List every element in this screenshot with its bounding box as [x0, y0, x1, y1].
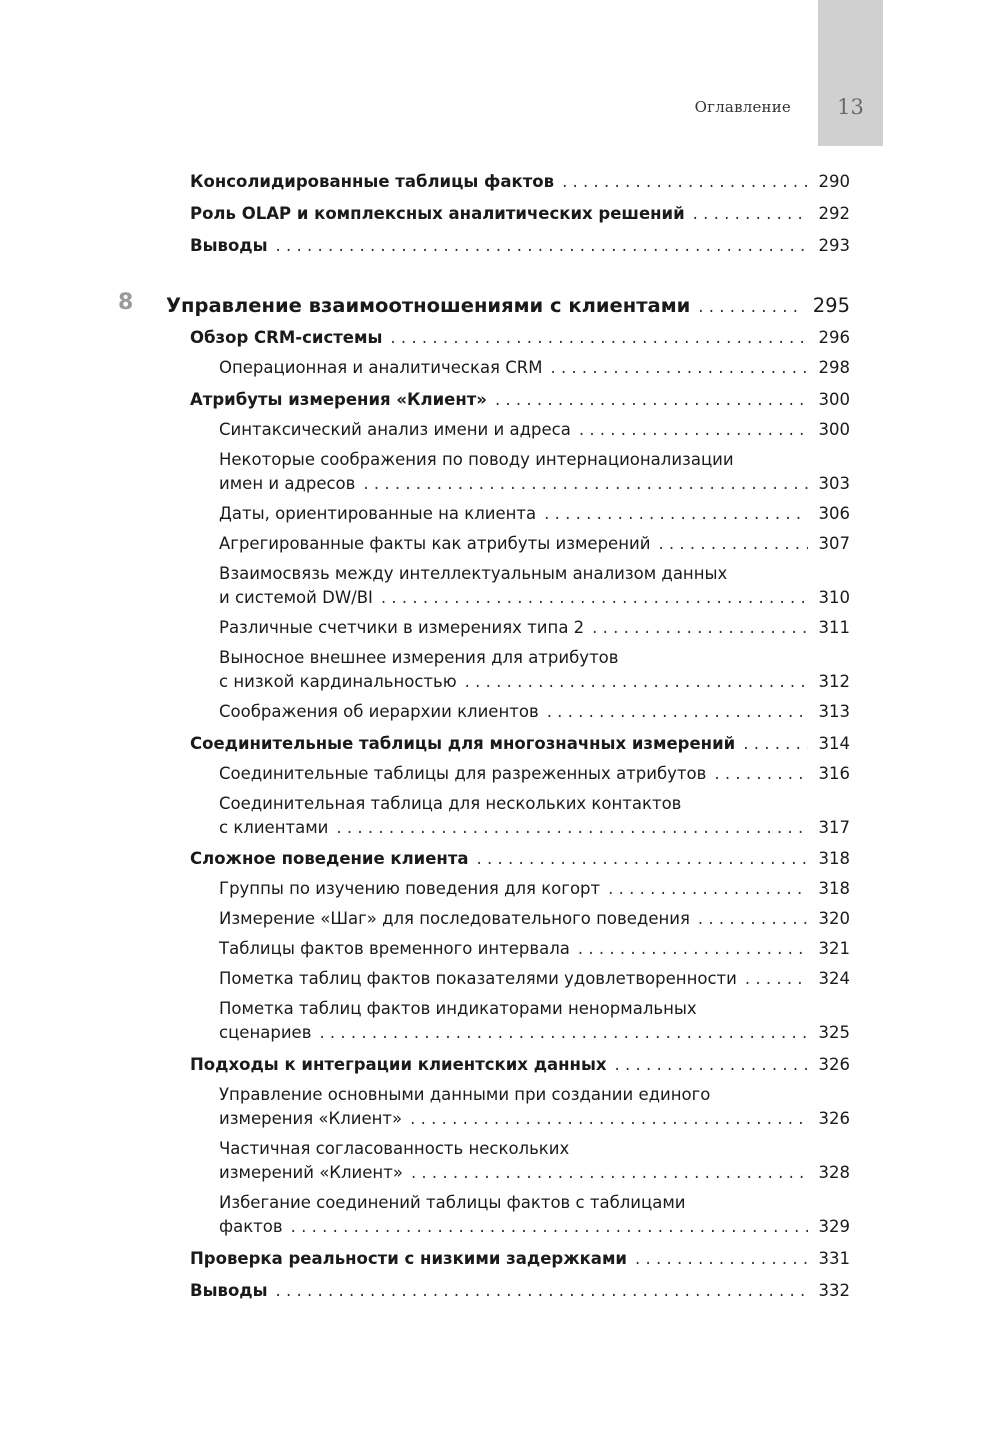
leader-dots — [390, 328, 808, 347]
toc-subentry-title: Соединительные таблицы для разреженных атрибутов — [219, 764, 707, 783]
toc-subentry-title: Синтаксический анализ имени и адреса — [219, 420, 571, 439]
toc-subentry-title: Измерение «Шаг» для последовательного поведения — [219, 909, 690, 928]
leader-dots — [381, 588, 808, 607]
toc-entry-title: Соединительные таблицы для многозначных измерений — [190, 734, 736, 753]
toc-entry-page: 303 — [818, 474, 850, 493]
leader-dots — [363, 474, 808, 493]
toc-subentry[interactable] — [219, 474, 850, 493]
toc-subentry[interactable] — [219, 420, 850, 439]
leader-dots — [745, 969, 808, 988]
toc-subentry-title: измерений «Клиент» — [219, 1163, 403, 1182]
leader-dots — [550, 358, 808, 377]
toc-subentry[interactable] — [219, 1217, 850, 1236]
toc-entry-page: 310 — [818, 588, 850, 607]
leader-dots — [276, 1281, 808, 1300]
toc-chapter-title: Управление взаимоотношениями с клиентами — [166, 294, 691, 317]
toc-subentry-title-line1[interactable]: Соединительная таблица для нескольких контактов — [219, 794, 682, 813]
toc-subentry[interactable] — [219, 764, 850, 783]
toc-entry-title: Консолидированные таблицы фактов — [190, 172, 555, 191]
toc-entry-page: 325 — [818, 1023, 850, 1042]
leader-dots — [410, 1109, 808, 1128]
toc-subentry[interactable] — [219, 672, 850, 691]
toc-entry-title: Проверка реальности с низкими задержками — [190, 1249, 627, 1268]
leader-dots — [465, 672, 808, 691]
toc-entry-page: 313 — [818, 702, 850, 721]
leader-dots — [336, 818, 808, 837]
toc-entry[interactable] — [190, 236, 850, 255]
leader-dots — [477, 849, 808, 868]
toc-entry-page: 311 — [818, 618, 850, 637]
toc-entry-page: 293 — [818, 236, 850, 255]
toc-subentry[interactable] — [219, 588, 850, 607]
leader-dots — [276, 236, 808, 255]
toc-entry-page: 317 — [818, 818, 850, 837]
toc-entry-page: 312 — [818, 672, 850, 691]
toc-entry-page: 324 — [818, 969, 850, 988]
toc-subentry-title: Таблицы фактов временного интервала — [219, 939, 570, 958]
page-number: 13 — [837, 95, 864, 119]
toc-subentry-title: Пометка таблиц фактов показателями удовлетворенности — [219, 969, 737, 988]
toc-entry-page: 290 — [818, 172, 850, 191]
toc-entry-page: 326 — [818, 1055, 850, 1074]
toc-subentry[interactable] — [219, 504, 850, 523]
toc-entry-title: Выводы — [190, 236, 268, 255]
toc-subentry[interactable] — [219, 618, 850, 637]
toc-subentry[interactable] — [219, 969, 850, 988]
leader-dots — [547, 702, 808, 721]
toc-subentry-title-line1[interactable]: Выносное внешнее измерения для атрибутов — [219, 648, 619, 667]
toc-entry[interactable] — [190, 328, 850, 347]
toc-subentry[interactable] — [219, 939, 850, 958]
toc-entry-page: 321 — [818, 939, 850, 958]
running-head: Оглавление — [694, 98, 791, 116]
toc-subentry-title: с низкой кардинальностью — [219, 672, 457, 691]
toc-entry-page: 300 — [818, 420, 850, 439]
toc-entry-page: 300 — [818, 390, 850, 409]
leader-dots — [743, 734, 808, 753]
leader-dots — [615, 1055, 808, 1074]
toc-entry-page: 331 — [818, 1249, 850, 1268]
toc-entry-page: 295 — [812, 294, 850, 317]
toc-entry-page: 306 — [818, 504, 850, 523]
toc-entry-title: Роль OLAP и комплексных аналитических решений — [190, 204, 685, 223]
toc-subentry-title: имен и адресов — [219, 474, 356, 493]
toc-subentry-title: и системой DW/BI — [219, 588, 373, 607]
toc-entry[interactable] — [190, 1249, 850, 1268]
toc-subentry[interactable] — [219, 879, 850, 898]
toc-subentry-title-line1[interactable]: Взаимосвязь между интеллектуальным анализом данных — [219, 564, 728, 583]
leader-dots — [693, 204, 808, 223]
toc-subentry[interactable] — [219, 818, 850, 837]
toc-entry-page: 316 — [818, 764, 850, 783]
toc-entry-page: 298 — [818, 358, 850, 377]
leader-dots — [319, 1023, 808, 1042]
toc-entry-title: Обзор CRM-системы — [190, 328, 383, 347]
leader-dots — [608, 879, 808, 898]
toc-subentry-title-line1[interactable]: Управление основными данными при создании единого — [219, 1085, 711, 1104]
leader-dots — [495, 390, 808, 409]
leader-dots — [714, 764, 808, 783]
leader-dots — [291, 1217, 808, 1236]
toc-subentry-title: Различные счетчики в измерениях типа 2 — [219, 618, 585, 637]
toc-entry-page: 318 — [818, 849, 850, 868]
toc-subentry-title-line1[interactable]: Избегание соединений таблицы фактов с таблицами — [219, 1193, 686, 1212]
toc-entry-page: 320 — [818, 909, 850, 928]
toc-entry-title: Сложное поведение клиента — [190, 849, 469, 868]
toc-subentry-title: Даты, ориентированные на клиента — [219, 504, 537, 523]
leader-dots — [698, 297, 804, 316]
toc-entry-page: 292 — [818, 204, 850, 223]
toc-entry[interactable] — [190, 390, 850, 409]
leader-dots — [698, 909, 808, 928]
toc-entry[interactable] — [190, 849, 850, 868]
toc-subentry-title: Соображения об иерархии клиентов — [219, 702, 539, 721]
leader-dots — [579, 420, 808, 439]
toc-subentry[interactable] — [219, 1023, 850, 1042]
toc-subentry-title-line1[interactable]: Пометка таблиц фактов индикаторами ненормальных — [219, 999, 697, 1018]
toc-subentry[interactable] — [219, 534, 850, 553]
toc-entry-title: Выводы — [190, 1281, 268, 1300]
toc-subentry-title: измерения «Клиент» — [219, 1109, 403, 1128]
toc-subentry-title: сценариев — [219, 1023, 312, 1042]
leader-dots — [635, 1249, 808, 1268]
toc-entry-title: Атрибуты измерения «Клиент» — [190, 390, 487, 409]
toc-subentry-title: Операционная и аналитическая CRM — [219, 358, 543, 377]
toc-entry[interactable] — [190, 1281, 850, 1300]
toc-chapter-entry[interactable] — [166, 294, 850, 317]
toc-subentry-title-line1[interactable]: Некоторые соображения по поводу интернационализации — [219, 450, 734, 469]
leader-dots — [562, 172, 808, 191]
toc-subentry[interactable] — [219, 909, 850, 928]
toc-entry[interactable] — [190, 734, 850, 753]
leader-dots — [411, 1163, 808, 1182]
toc-subentry-title-line1[interactable]: Частичная согласованность нескольких — [219, 1139, 570, 1158]
toc-subentry[interactable] — [219, 702, 850, 721]
toc-subentry-title: Группы по изучению поведения для когорт — [219, 879, 601, 898]
toc-subentry[interactable] — [219, 358, 850, 377]
toc-entry-page: 326 — [818, 1109, 850, 1128]
toc-subentry-title: фактов — [219, 1217, 283, 1236]
toc-entry-page: 328 — [818, 1163, 850, 1182]
leader-dots — [658, 534, 808, 553]
toc-entry[interactable] — [190, 1055, 850, 1074]
toc-subentry[interactable] — [219, 1163, 850, 1182]
leader-dots — [544, 504, 808, 523]
toc-entry-title: Подходы к интеграции клиентских данных — [190, 1055, 607, 1074]
leader-dots — [592, 618, 808, 637]
toc-entry-page: 332 — [818, 1281, 850, 1300]
toc-entry[interactable] — [190, 204, 850, 223]
toc-entry[interactable] — [190, 172, 850, 191]
toc-subentry-title: Агрегированные факты как атрибуты измерений — [219, 534, 651, 553]
page-number-tab — [818, 0, 883, 146]
toc-subentry-title: с клиентами — [219, 818, 329, 837]
leader-dots — [578, 939, 808, 958]
toc-entry-page: 314 — [818, 734, 850, 753]
chapter-number: 8 — [118, 290, 134, 315]
toc-subentry[interactable] — [219, 1109, 850, 1128]
toc-entry-page: 296 — [818, 328, 850, 347]
toc-entry-page: 307 — [818, 534, 850, 553]
toc-entry-page: 318 — [818, 879, 850, 898]
toc-entry-page: 329 — [818, 1217, 850, 1236]
